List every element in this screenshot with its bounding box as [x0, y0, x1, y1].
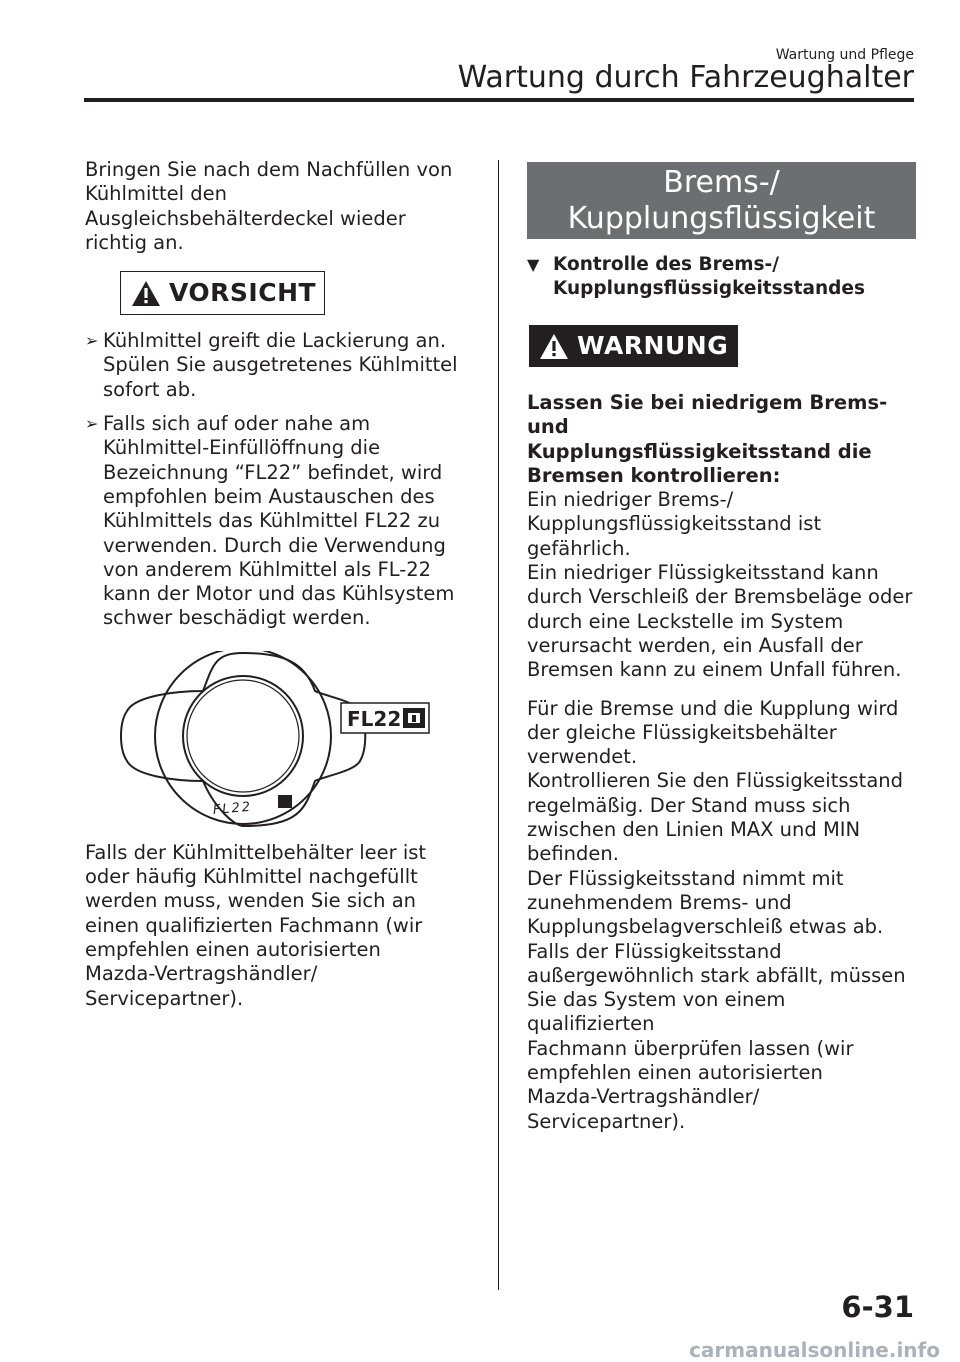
header-section: Wartung und Pflege [775, 47, 914, 63]
arrow-bullet-icon: ➢ [85, 331, 99, 351]
left-column [85, 158, 470, 1019]
subheading-text: Kontrolle des Brems-/ Kupplungsflüssigkeitsstandes [553, 254, 865, 299]
warning-bold-lead: Lassen Sie bei niedrigem Brems- und Kupplungsflüssigkeitsstand die Bremsen kontrollieren: [527, 391, 888, 487]
fl22-label-text: FL22 [347, 706, 402, 731]
arrow-bullet-icon: ➢ [85, 414, 99, 434]
header-chapter-title: Wartung durch Fahrzeughalter [457, 60, 914, 95]
body-paragraph: Für die Bremse und die Kupplung wird der gleiche Flüssigkeitsbehälter verwendet. Kontrollieren Sie den Flüssigkeitsstand regelmäßig. Der Stand muss sich zwischen den Linien MAX und MIN befinden. Der Flüssigkeitsstand nimmt mit zunehmendem Brems- und Kupplungsbelagverschleiß etwas ab. Falls der Flüssigkeitsstand außergewöhnlich stark abfällt, müssen Sie das System von einem qualifizierten Fachmann überprüfen lassen (wir empfehlen einen autorisierten Mazda-Vertragshändler/ Servicepartner). [527, 696, 906, 1133]
warning-triangle-icon [539, 333, 569, 360]
caution-bullet-text: Falls sich auf oder nahe am Kühlmittel-Einfüllöffnung die Bezeichnung “FL22” befindet, wird empfohlen beim Austauschen des Kühlmittels das Kühlmittel FL22 zu verwenden. Durch die Verwendung von anderem Kühlmittel als FL-22 kann der Motor und das Kühlsystem schwer beschädigt werden. [103, 412, 455, 630]
caution-label [120, 271, 325, 315]
page-number: 6-31 [841, 1290, 914, 1324]
header-rule [84, 98, 914, 102]
cap-fl22-text: FL22 [212, 799, 253, 818]
caution-bullet [85, 329, 470, 402]
watermark: carmanualsonline.info [689, 1338, 940, 1362]
radiator-cap-figure [85, 651, 470, 831]
warning-triangle-icon [131, 280, 161, 307]
section-title: Brems-/ Kupplungsflüssigkeit [527, 162, 916, 239]
warning-label [529, 325, 738, 367]
warning-text: WARNUNG [577, 330, 729, 360]
caution-bullet [85, 412, 470, 631]
radiator-cap-illustration [85, 651, 470, 831]
intro-paragraph: Bringen Sie nach dem Nachfüllen von Kühlmittel den Ausgleichsbehälterdeckel wieder richtig an. [85, 158, 453, 254]
right-column [527, 162, 919, 1142]
triangle-down-icon: ▼ [527, 255, 540, 274]
outro-paragraph: Falls der Kühlmittelbehälter leer ist oder häufig Kühlmittel nachgefüllt werden muss, wenden Sie sich an einen qualifizierten Fachmann (wir empfehlen einen autorisierten Mazda-Vertragshändler/ Servicepartner). [85, 840, 427, 1010]
column-divider [498, 160, 499, 1290]
caution-bullet-text: Kühlmittel greift die Lackierung an. Spülen Sie ausgetretenes Kühlmittel sofort ab. [103, 329, 458, 401]
subheading [527, 253, 919, 301]
caution-text: VORSICHT [169, 278, 317, 308]
warning-paragraph: Ein niedriger Brems-/ Kupplungsflüssigkeitsstand ist gefährlich. Ein niedriger Flüssigkeitsstand kann durch Verschleiß der Bremsbeläge oder durch eine Leckstelle im System verursacht werden, ein Ausfall der Bremsen kann zu einem Unfall führen. [527, 488, 913, 682]
